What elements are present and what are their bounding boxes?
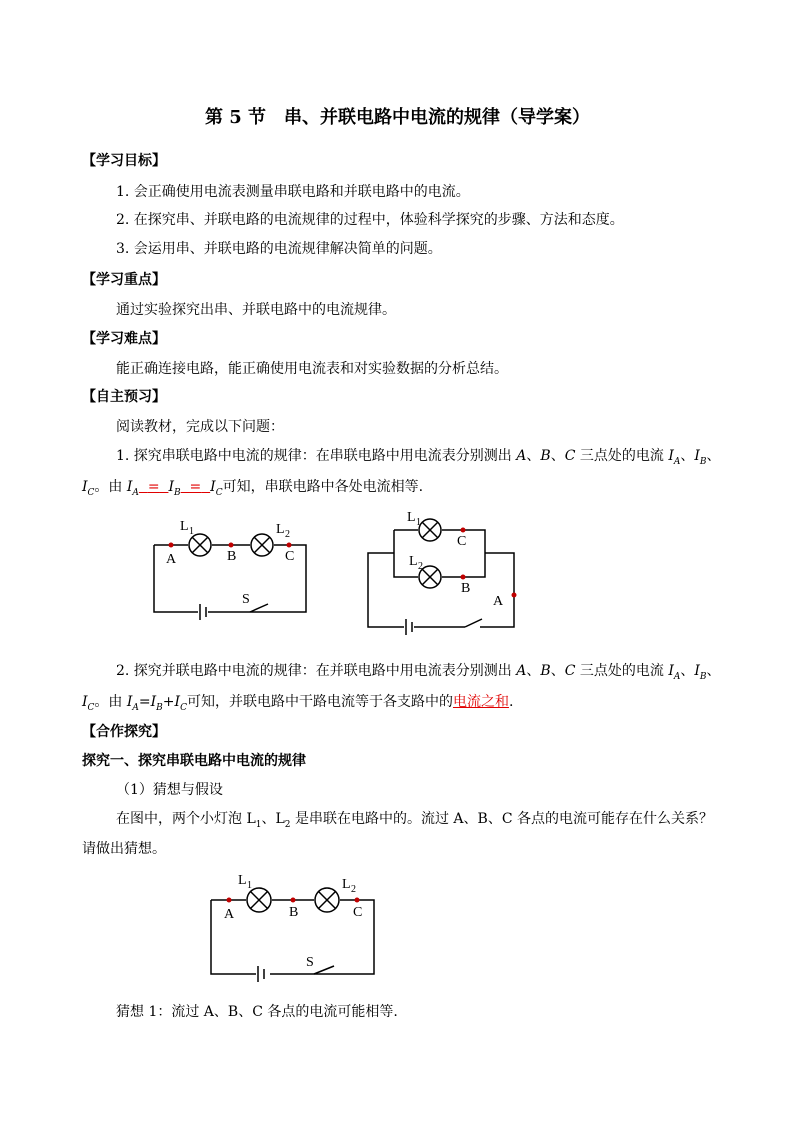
q2-answer: 电流之和 xyxy=(452,694,509,710)
objective-1: 1. 会正确使用电流表测量串联电路和并联电路中的电流。 xyxy=(116,184,470,200)
svg-text:L: L xyxy=(409,554,418,569)
q1-line1: 1. 探究串联电路中电流的规律：在串联电路中用电流表分别测出 A、B、C 三点处的电流 $I_A$、$I_B$、 xyxy=(116,448,721,467)
svg-text:L: L xyxy=(407,510,416,525)
svg-text:A: A xyxy=(166,552,177,567)
svg-text:C: C xyxy=(353,905,363,920)
svg-text:1: 1 xyxy=(247,880,252,891)
question-line2: 请做出猜想。 xyxy=(82,841,166,857)
preview-heading: 【自主预习】 xyxy=(82,389,166,405)
exploration-1-heading: 探究一、探究串联电路中电流的规律 xyxy=(82,753,306,769)
svg-text:L: L xyxy=(238,873,247,888)
svg-text:B: B xyxy=(461,581,471,596)
difficulties-heading: 【学习难点】 xyxy=(82,331,166,347)
step-1: （1）猜想与假设 xyxy=(116,782,223,798)
cooperative-heading: 【合作探究】 xyxy=(82,724,166,740)
svg-text:1: 1 xyxy=(189,526,194,537)
q2-line2: $I_C$。由 $I_A=I_B+I_C$可知，并联电路中干路电流等于各支路中的电流之和. xyxy=(82,694,514,713)
svg-text:B: B xyxy=(289,905,299,920)
question-line1: 在图中，两个小灯泡 $L_1$、$L_2$ 是串联在电路中的。流过 A、B、C 各点的电流可能存在什么关系？ xyxy=(116,811,713,830)
series-circuit-diagram-1 xyxy=(140,515,320,630)
page-title: 第 5 节 串、并联电路中电流的规律（导学案） xyxy=(205,107,591,128)
objectives-heading: 【学习目标】 xyxy=(82,153,166,169)
guess-1: 猜想 1：流过 A、B、C 各点的电流可能相等. xyxy=(116,1004,398,1020)
q1-line2-tail: 可知，串联电路中各处电流相等. xyxy=(222,479,424,495)
q1-line1-text: 1. 探究串联电路中电流的规律：在串联电路中用电流表分别测出 xyxy=(116,448,512,464)
svg-text:C: C xyxy=(285,549,295,564)
key-points-heading: 【学习重点】 xyxy=(82,272,166,288)
svg-text:S: S xyxy=(306,955,314,970)
svg-text:S: S xyxy=(242,592,250,607)
q2-line2-mid: 可知，并联电路中干路电流等于各支路中的 xyxy=(186,694,453,710)
q1-line1-tail: 三点处的电流 xyxy=(579,448,664,464)
svg-text:1: 1 xyxy=(416,517,421,528)
svg-text:C: C xyxy=(457,534,467,549)
svg-text:A: A xyxy=(493,594,504,609)
svg-text:L: L xyxy=(342,877,351,892)
objective-3: 3. 会运用串、并联电路的电流规律解决简单的问题。 xyxy=(116,241,442,257)
svg-text:2: 2 xyxy=(285,529,290,540)
series-circuit-diagram-2 xyxy=(196,870,386,985)
q2-line1-text: 2. 探究并联电路中电流的规律：在并联电路中用电流表分别测出 xyxy=(116,663,512,679)
svg-text:2: 2 xyxy=(418,561,423,572)
q1-blank-2: = xyxy=(189,479,202,495)
node-c xyxy=(287,543,292,548)
q2-line1: 2. 探究并联电路中电流的规律：在并联电路中用电流表分别测出 A、B、C 三点处的电流 $I_A$、$I_B$、 xyxy=(116,663,721,682)
objective-2: 2. 在探究串、并联电路的电流规律的过程中，体验科学探究的步骤、方法和态度。 xyxy=(116,212,624,228)
difficulties-text: 能正确连接电路，能正确使用电流表和对实验数据的分析总结。 xyxy=(116,361,508,377)
preview-intro: 阅读教材，完成以下问题： xyxy=(116,419,284,435)
svg-text:L: L xyxy=(276,522,285,537)
svg-text:L: L xyxy=(180,519,189,534)
key-points-text: 通过实验探究出串、并联电路中的电流规律。 xyxy=(116,302,396,318)
parallel-circuit-diagram xyxy=(360,505,530,635)
q1-line2: $I_C$。由 $I_A = I_B = I_C$可知，串联电路中各处电流相等. xyxy=(82,479,424,498)
q2-line1-tail: 三点处的电流 xyxy=(579,663,664,679)
node-b xyxy=(229,543,234,548)
q1-blank-1: = xyxy=(147,479,160,495)
svg-text:A: A xyxy=(224,907,235,922)
svg-text:B: B xyxy=(227,549,237,564)
svg-text:2: 2 xyxy=(351,884,356,895)
node-a xyxy=(169,543,174,548)
